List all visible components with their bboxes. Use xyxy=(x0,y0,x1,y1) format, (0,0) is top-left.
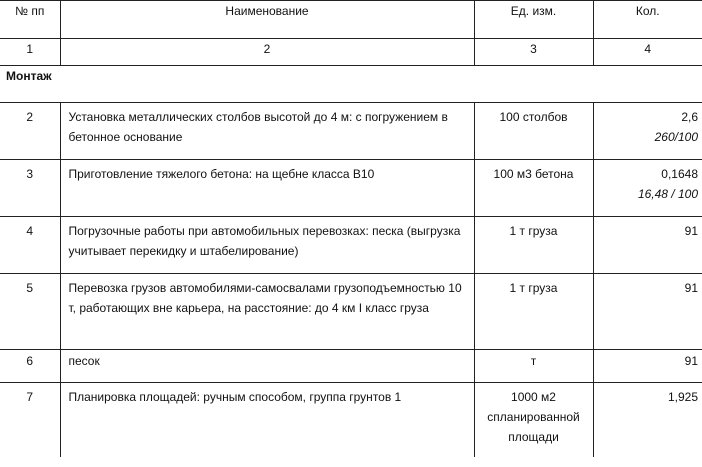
row-quantity-cell xyxy=(593,160,702,217)
column-numbers-row xyxy=(0,39,702,66)
table-row xyxy=(0,103,702,160)
row-number: 5 xyxy=(0,274,60,350)
row-quantity: 0,1648 xyxy=(661,167,698,181)
row-name: Приготовление тяжелого бетона: на щебне класса В10 xyxy=(60,160,474,217)
row-quantity-formula: 16,48 / 100 xyxy=(637,187,698,201)
row-unit: 100 м3 бетона xyxy=(474,160,593,217)
column-number: 3 xyxy=(474,39,593,66)
row-name: песок xyxy=(60,350,474,383)
row-number: 7 xyxy=(0,383,60,458)
row-unit: 1000 м2 спланированной площади xyxy=(474,383,593,458)
section-row xyxy=(0,66,702,103)
row-quantity: 91 xyxy=(593,350,702,383)
row-quantity: 1,925 xyxy=(593,383,702,458)
row-name: Установка металлических столбов высотой до 4 м: с погружением в бетонное основание xyxy=(60,103,474,160)
section-title: Монтаж xyxy=(0,66,702,103)
column-number: 4 xyxy=(593,39,702,66)
row-number: 6 xyxy=(0,350,60,383)
column-number: 1 xyxy=(0,39,60,66)
row-quantity: 91 xyxy=(593,274,702,350)
row-number: 3 xyxy=(0,160,60,217)
header-name: Наименование xyxy=(60,1,474,39)
table-row xyxy=(0,350,702,383)
table-header-row xyxy=(0,1,702,39)
row-name: Перевозка грузов автомобилями-самосвалами грузоподъемностью 10 т, работающих вне карьера, на расстояние: до 4 км I класс груза xyxy=(60,274,474,350)
header-quantity: Кол. xyxy=(593,1,702,39)
row-unit: 1 т груза xyxy=(474,274,593,350)
header-unit: Ед. изм. xyxy=(474,1,593,39)
row-quantity-cell xyxy=(593,103,702,160)
row-quantity-formula: 260/100 xyxy=(654,130,698,144)
column-number: 2 xyxy=(60,39,474,66)
table-row xyxy=(0,160,702,217)
row-quantity: 91 xyxy=(593,217,702,274)
table-row xyxy=(0,274,702,350)
row-number: 4 xyxy=(0,217,60,274)
header-number: № пп xyxy=(0,1,60,39)
table-row xyxy=(0,383,702,458)
row-quantity: 2,6 xyxy=(681,110,698,124)
row-unit: 100 столбов xyxy=(474,103,593,160)
table-row xyxy=(0,217,702,274)
row-name: Планировка площадей: ручным способом, группа грунтов 1 xyxy=(60,383,474,458)
row-name: Погрузочные работы при автомобильных перевозках: песка (выгрузка учитывает перекидку и штабелирование) xyxy=(60,217,474,274)
row-unit: 1 т груза xyxy=(474,217,593,274)
row-unit: т xyxy=(474,350,593,383)
row-number: 2 xyxy=(0,103,60,160)
